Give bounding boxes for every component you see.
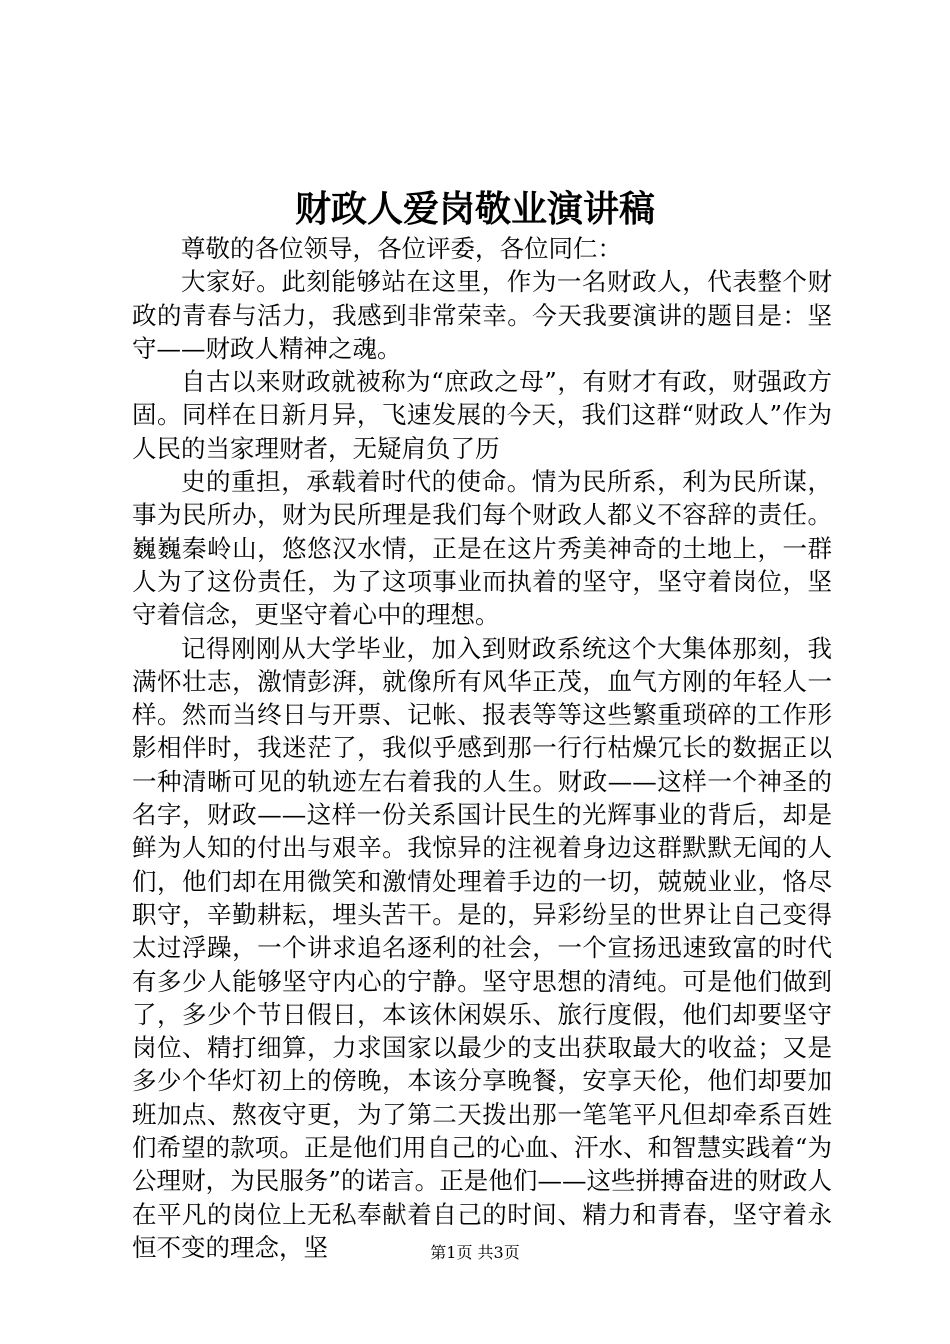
page-number-footer: 第1页 共3页 xyxy=(430,1243,520,1262)
paragraph-intro: 大家好。此刻能够站在这里，作为一名财政人，代表整个财政的青春与活力，我感到非常荣幸。今天我要演讲的题目是：坚守——财政人精神之魂。 xyxy=(132,267,832,363)
paragraph-memory: 记得刚刚从大学毕业，加入到财政系统这个大集体那刻，我满怀壮志，激情彭湃，就像所有风华正茂，血气方刚的年轻人一样。然而当终日与开票、记帐、报表等等这些繁重琐碎的工作形影相伴时，我迷茫了，我似乎感到那一行行枯燥冗长的数据正以一种清晰可见的轨迹左右着我的人生。财政——这样一个神圣的名字，财政——这样一份关系国计民生的光辉事业的背后，却是鲜为人知的付出与艰辛。我惊异的注视着身边这群默默无闻的人们，他们却在用微笑和激情处理着手边的一切，兢兢业业，恪尽职守，辛勤耕耘，埋头苦干。是的，异彩纷呈的世界让自己变得太过浮躁，一个讲求追名逐利的社会，一个宣扬迅速致富的时代有多少人能够坚守内心的宁静。坚守思想的清纯。可是他们做到了，多少个节日假日，本该休闲娱乐、旅行度假，他们却要坚守岗位、精打细算，力求国家以最少的支出获取最大的收益；又是多少个华灯初上的傍晚，本该分享晚餐，安享天伦，他们却要加班加点、熬夜守更，为了第二天拨出那一笔笔平凡但却牵系百姓们希望的款项。正是他们用自己的心血、汗水、和智慧实践着“为公理财，为民服务”的诺言。正是他们——这些拼搏奋进的财政人在平凡的岗位上无私奉献着自己的时间、精力和青春，坚守着永恒不变的理念，坚 xyxy=(132,633,832,1262)
paragraph-history: 自古以来财政就被称为“庶政之母”，有财才有政，财强政方固。同样在日新月异，飞速发展的今天，我们这群“财政人”作为人民的当家理财者，无疑肩负了历 xyxy=(132,367,832,463)
page-title: 财政人爱岗敬业演讲稿 xyxy=(294,188,655,230)
paragraph-responsibility: 史的重担，承载着时代的使命。情为民所系，利为民所谋，事为民所办，财为民所理是我们每个财政人都义不容辞的责任。巍巍秦岭山，悠悠汉水情，正是在这片秀美神奇的土地上，一群人为了这份责任，为了这项事业而执着的坚守，坚守着岗位，坚守着信念，更坚守着心中的理想。 xyxy=(132,467,832,630)
document-body xyxy=(132,232,832,1264)
paragraph-salutation: 尊敬的各位领导，各位评委，各位同仁： xyxy=(181,234,622,263)
